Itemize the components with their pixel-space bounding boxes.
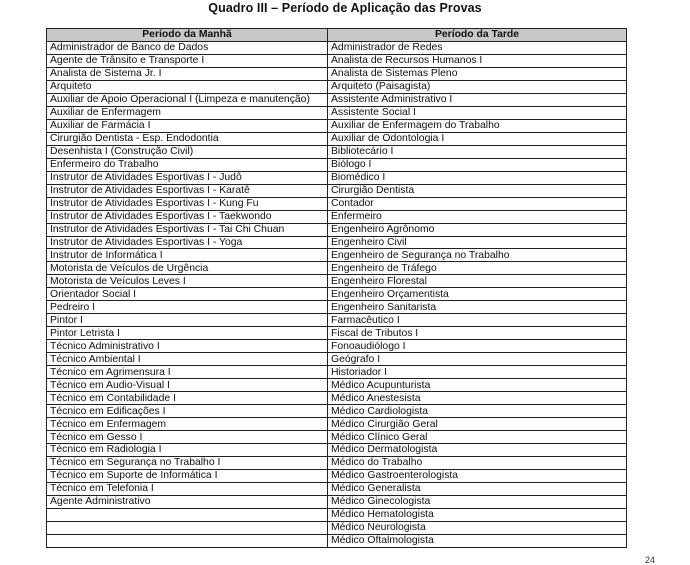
cell-periodo-manha: Técnico em Telefonia I [47,482,328,495]
cell-periodo-tarde: Administrador de Redes [328,41,627,54]
cell-periodo-tarde: Cirurgião Dentista [328,184,627,197]
header-row [47,29,627,42]
cell-periodo-manha: Instrutor de Atividades Esportivas I - Tai Chi Chuan [47,223,328,236]
cell-periodo-manha: Instrutor de Informática I [47,249,328,262]
cell-periodo-tarde: Médico Clínico Geral [328,431,627,444]
table-row [47,54,627,67]
cell-periodo-manha: Orientador Social I [47,288,328,301]
cell-periodo-manha: Auxiliar de Apoio Operacional I (Limpeza e manutenção) [47,93,328,106]
cell-periodo-tarde: Engenheiro de Segurança no Trabalho [328,249,627,262]
cell-periodo-manha: Pintor Letrista I [47,327,328,340]
cell-periodo-manha: Técnico em Audio-Visual I [47,379,328,392]
cell-periodo-manha: Desenhista I (Construção Civil) [47,145,328,158]
cell-periodo-tarde: Bibliotecário I [328,145,627,158]
cell-periodo-manha: Motorista de Veículos de Urgência [47,262,328,275]
cell-periodo-manha: Técnico Ambiental I [47,353,328,366]
cell-periodo-tarde: Engenheiro Agrônomo [328,223,627,236]
cell-periodo-tarde: Médico Ginecologista [328,495,627,508]
cell-periodo-tarde: Médico Neurologista [328,521,627,534]
cell-periodo-manha: Instrutor de Atividades Esportivas I - Karatê [47,184,328,197]
cell-periodo-manha: Enfermeiro do Trabalho [47,158,328,171]
table-row [47,301,627,314]
cell-periodo-tarde: Médico Oftalmologista [328,534,627,547]
cell-periodo-tarde: Analista de Recursos Humanos I [328,54,627,67]
cell-periodo-tarde: Biomédico I [328,171,627,184]
table-row [47,262,627,275]
cell-periodo-tarde: Médico Hematologista [328,508,627,521]
cell-periodo-tarde: Engenheiro de Tráfego [328,262,627,275]
table-row [47,106,627,119]
cell-periodo-tarde: Geógrafo I [328,353,627,366]
cell-periodo-manha: Técnico em Gesso I [47,431,328,444]
cell-periodo-manha: Pintor I [47,314,328,327]
table-row [47,41,627,54]
table-row [47,80,627,93]
table-row [47,158,627,171]
table-row [47,521,627,534]
table-row [47,456,627,469]
cell-periodo-manha: Motorista de Veículos Leves I [47,275,328,288]
page-number: 24 [645,555,656,565]
cell-periodo-manha: Instrutor de Atividades Esportivas I - Kung Fu [47,197,328,210]
cell-periodo-tarde: Enfermeiro [328,210,627,223]
cell-periodo-tarde: Auxiliar de Enfermagem do Trabalho [328,119,627,132]
table-row [47,184,627,197]
cell-periodo-tarde: Fonoaudiólogo I [328,340,627,353]
table-row [47,171,627,184]
cell-periodo-manha [47,508,328,521]
cell-periodo-tarde: Biólogo I [328,158,627,171]
table-row [47,197,627,210]
cell-periodo-tarde: Engenheiro Orçamentista [328,288,627,301]
table-row [47,405,627,418]
cell-periodo-manha: Técnico em Enfermagem [47,418,328,431]
table-row [47,366,627,379]
cell-periodo-tarde: Assistente Administrativo I [328,93,627,106]
cell-periodo-tarde: Engenheiro Florestal [328,275,627,288]
table-row [47,495,627,508]
cell-periodo-tarde: Farmacêutico I [328,314,627,327]
cell-periodo-tarde: Médico Generalista [328,482,627,495]
cell-periodo-tarde: Médico Gastroenterologista [328,469,627,482]
table-row [47,418,627,431]
cell-periodo-tarde: Médico Cardiologista [328,405,627,418]
cell-periodo-manha: Auxiliar de Farmácia I [47,119,328,132]
table-row [47,223,627,236]
table-row [47,469,627,482]
cell-periodo-tarde: Fiscal de Tributos I [328,327,627,340]
table-row [47,482,627,495]
table-row [47,132,627,145]
table-row [47,145,627,158]
cell-periodo-tarde: Médico Anestesista [328,392,627,405]
table-row [47,119,627,132]
table-row [47,210,627,223]
table-row [47,431,627,444]
table-row [47,67,627,80]
cell-periodo-manha: Técnico em Radiologia I [47,444,328,457]
table-row [47,327,627,340]
column-header-tarde: Período da Tarde [328,29,627,42]
table-row [47,249,627,262]
cell-periodo-manha: Técnico Administrativo I [47,340,328,353]
cell-periodo-tarde: Assistente Social I [328,106,627,119]
cell-periodo-manha: Instrutor de Atividades Esportivas I - Taekwondo [47,210,328,223]
table-row [47,340,627,353]
cell-periodo-tarde: Médico do Trabalho [328,456,627,469]
cell-periodo-tarde: Historiador I [328,366,627,379]
cell-periodo-manha: Agente Administrativo [47,495,328,508]
cell-periodo-manha: Auxiliar de Enfermagem [47,106,328,119]
cell-periodo-manha: Técnico em Contabilidade I [47,392,328,405]
cell-periodo-manha: Analista de Sistema Jr. I [47,67,328,80]
cell-periodo-manha: Técnico em Segurança no Trabalho I [47,456,328,469]
cell-periodo-tarde: Médico Cirurgião Geral [328,418,627,431]
cell-periodo-manha: Cirurgião Dentista - Esp. Endodontia [47,132,328,145]
cell-periodo-manha: Pedreiro I [47,301,328,314]
cell-periodo-manha: Agente de Trânsito e Transporte I [47,54,328,67]
table-row [47,288,627,301]
cell-periodo-tarde: Médico Acupunturista [328,379,627,392]
cell-periodo-manha: Instrutor de Atividades Esportivas I - Yoga [47,236,328,249]
cell-periodo-tarde: Arquiteto (Paisagista) [328,80,627,93]
table-row [47,353,627,366]
table-row [47,275,627,288]
table-title: Quadro III – Período de Aplicação das Provas [208,1,482,15]
schedule-table [46,28,627,548]
table-row [47,379,627,392]
cell-periodo-tarde: Contador [328,197,627,210]
table-row [47,314,627,327]
table-header [47,29,627,42]
column-header-manha: Período da Manhã [47,29,328,42]
cell-periodo-manha: Técnico em Suporte de Informática I [47,469,328,482]
cell-periodo-tarde: Analista de Sistemas Pleno [328,67,627,80]
table-body [47,41,627,547]
table-row [47,392,627,405]
table-row [47,236,627,249]
cell-periodo-manha: Arquiteto [47,80,328,93]
cell-periodo-tarde: Médico Dermatologista [328,444,627,457]
cell-periodo-manha: Administrador de Banco de Dados [47,41,328,54]
table-row [47,534,627,547]
cell-periodo-tarde: Auxiliar de Odontologia I [328,132,627,145]
cell-periodo-manha [47,534,328,547]
cell-periodo-tarde: Engenheiro Civil [328,236,627,249]
cell-periodo-tarde: Engenheiro Sanitarista [328,301,627,314]
table-row [47,93,627,106]
cell-periodo-manha: Técnico em Edificações I [47,405,328,418]
table-row [47,508,627,521]
cell-periodo-manha [47,521,328,534]
cell-periodo-manha: Instrutor de Atividades Esportivas I - Judô [47,171,328,184]
cell-periodo-manha: Técnico em Agrimensura I [47,366,328,379]
table-row [47,444,627,457]
